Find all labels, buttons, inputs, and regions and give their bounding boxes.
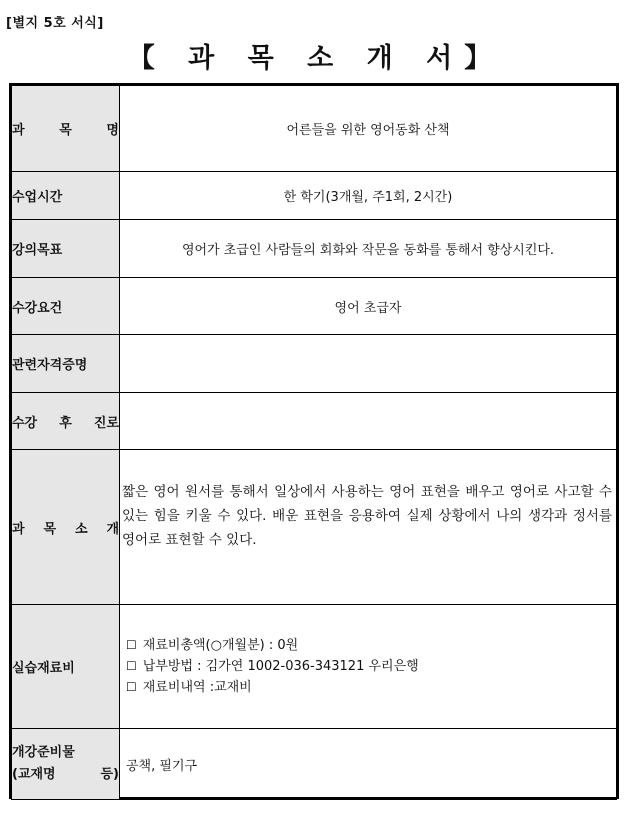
checkbox-icon[interactable]: ☐ — [126, 659, 137, 673]
form-table — [11, 85, 617, 800]
row-introduction — [12, 450, 617, 605]
form-number-label: [별지 5호 서식] — [6, 16, 104, 31]
class-time-value: 한 학기(3개월, 주1회, 2시간) — [120, 172, 617, 220]
row-material-cost — [12, 605, 617, 729]
row-class-time — [12, 172, 617, 220]
certificate-value — [120, 335, 617, 393]
row-requirement — [12, 278, 617, 335]
material-cost-list — [120, 605, 617, 729]
class-time-label: 수업시간 — [12, 172, 120, 220]
checkbox-icon[interactable]: ☐ — [126, 680, 137, 694]
career-value — [120, 393, 617, 450]
requirement-label: 수강요건 — [12, 278, 120, 335]
materials-label — [12, 729, 120, 800]
row-career — [12, 393, 617, 450]
material-cost-label: 실습재료비 — [12, 605, 120, 729]
objective-label: 강의목표 — [12, 220, 120, 278]
row-certificate — [12, 335, 617, 393]
row-materials — [12, 729, 617, 800]
material-cost-item — [126, 677, 616, 698]
introduction-label: 과 목 소 개 — [12, 450, 120, 605]
introduction-text: 짧은 영어 원서를 통해서 일상에서 사용하는 영어 표현을 배우고 영어로 사고할 수 있는 힘을 키울 수 있다. 배운 표현을 응용하여 실제 상황에서 나의 생각과 정서를 영어로 표현할 수 있다. — [122, 484, 612, 548]
material-cost-item — [126, 656, 616, 677]
career-label: 수강 후 진로 — [12, 393, 120, 450]
requirement-value: 영어 초급자 — [120, 278, 617, 335]
material-cost-text: 납부방법 : 김가연 1002-036-343121 우리은행 — [142, 659, 419, 674]
course-intro-form — [9, 83, 619, 799]
row-objective — [12, 220, 617, 278]
material-cost-text: 재료비내역 :교재비 — [142, 680, 252, 695]
materials-value: 공책, 필기구 — [120, 729, 617, 800]
material-cost-item — [126, 635, 616, 656]
subject-name-label: 과 목 명 — [12, 86, 120, 172]
document-title: 【 과 목 소 개 서】 — [127, 43, 504, 74]
materials-label-line1: 개강준비물 — [12, 745, 75, 760]
certificate-label: 관련자격증명 — [12, 335, 120, 393]
materials-label-line2: (교재명 등) — [12, 767, 119, 782]
subject-name-value: 어른들을 위한 영어동화 산책 — [120, 86, 617, 172]
introduction-cell — [120, 450, 617, 605]
row-subject-name — [12, 86, 617, 172]
objective-value: 영어가 초급인 사람들의 회화와 작문을 동화를 통해서 향상시킨다. — [120, 220, 617, 278]
material-cost-text: 재료비총액(○개월분) : 0원 — [142, 638, 299, 653]
checkbox-icon[interactable]: ☐ — [126, 638, 137, 652]
